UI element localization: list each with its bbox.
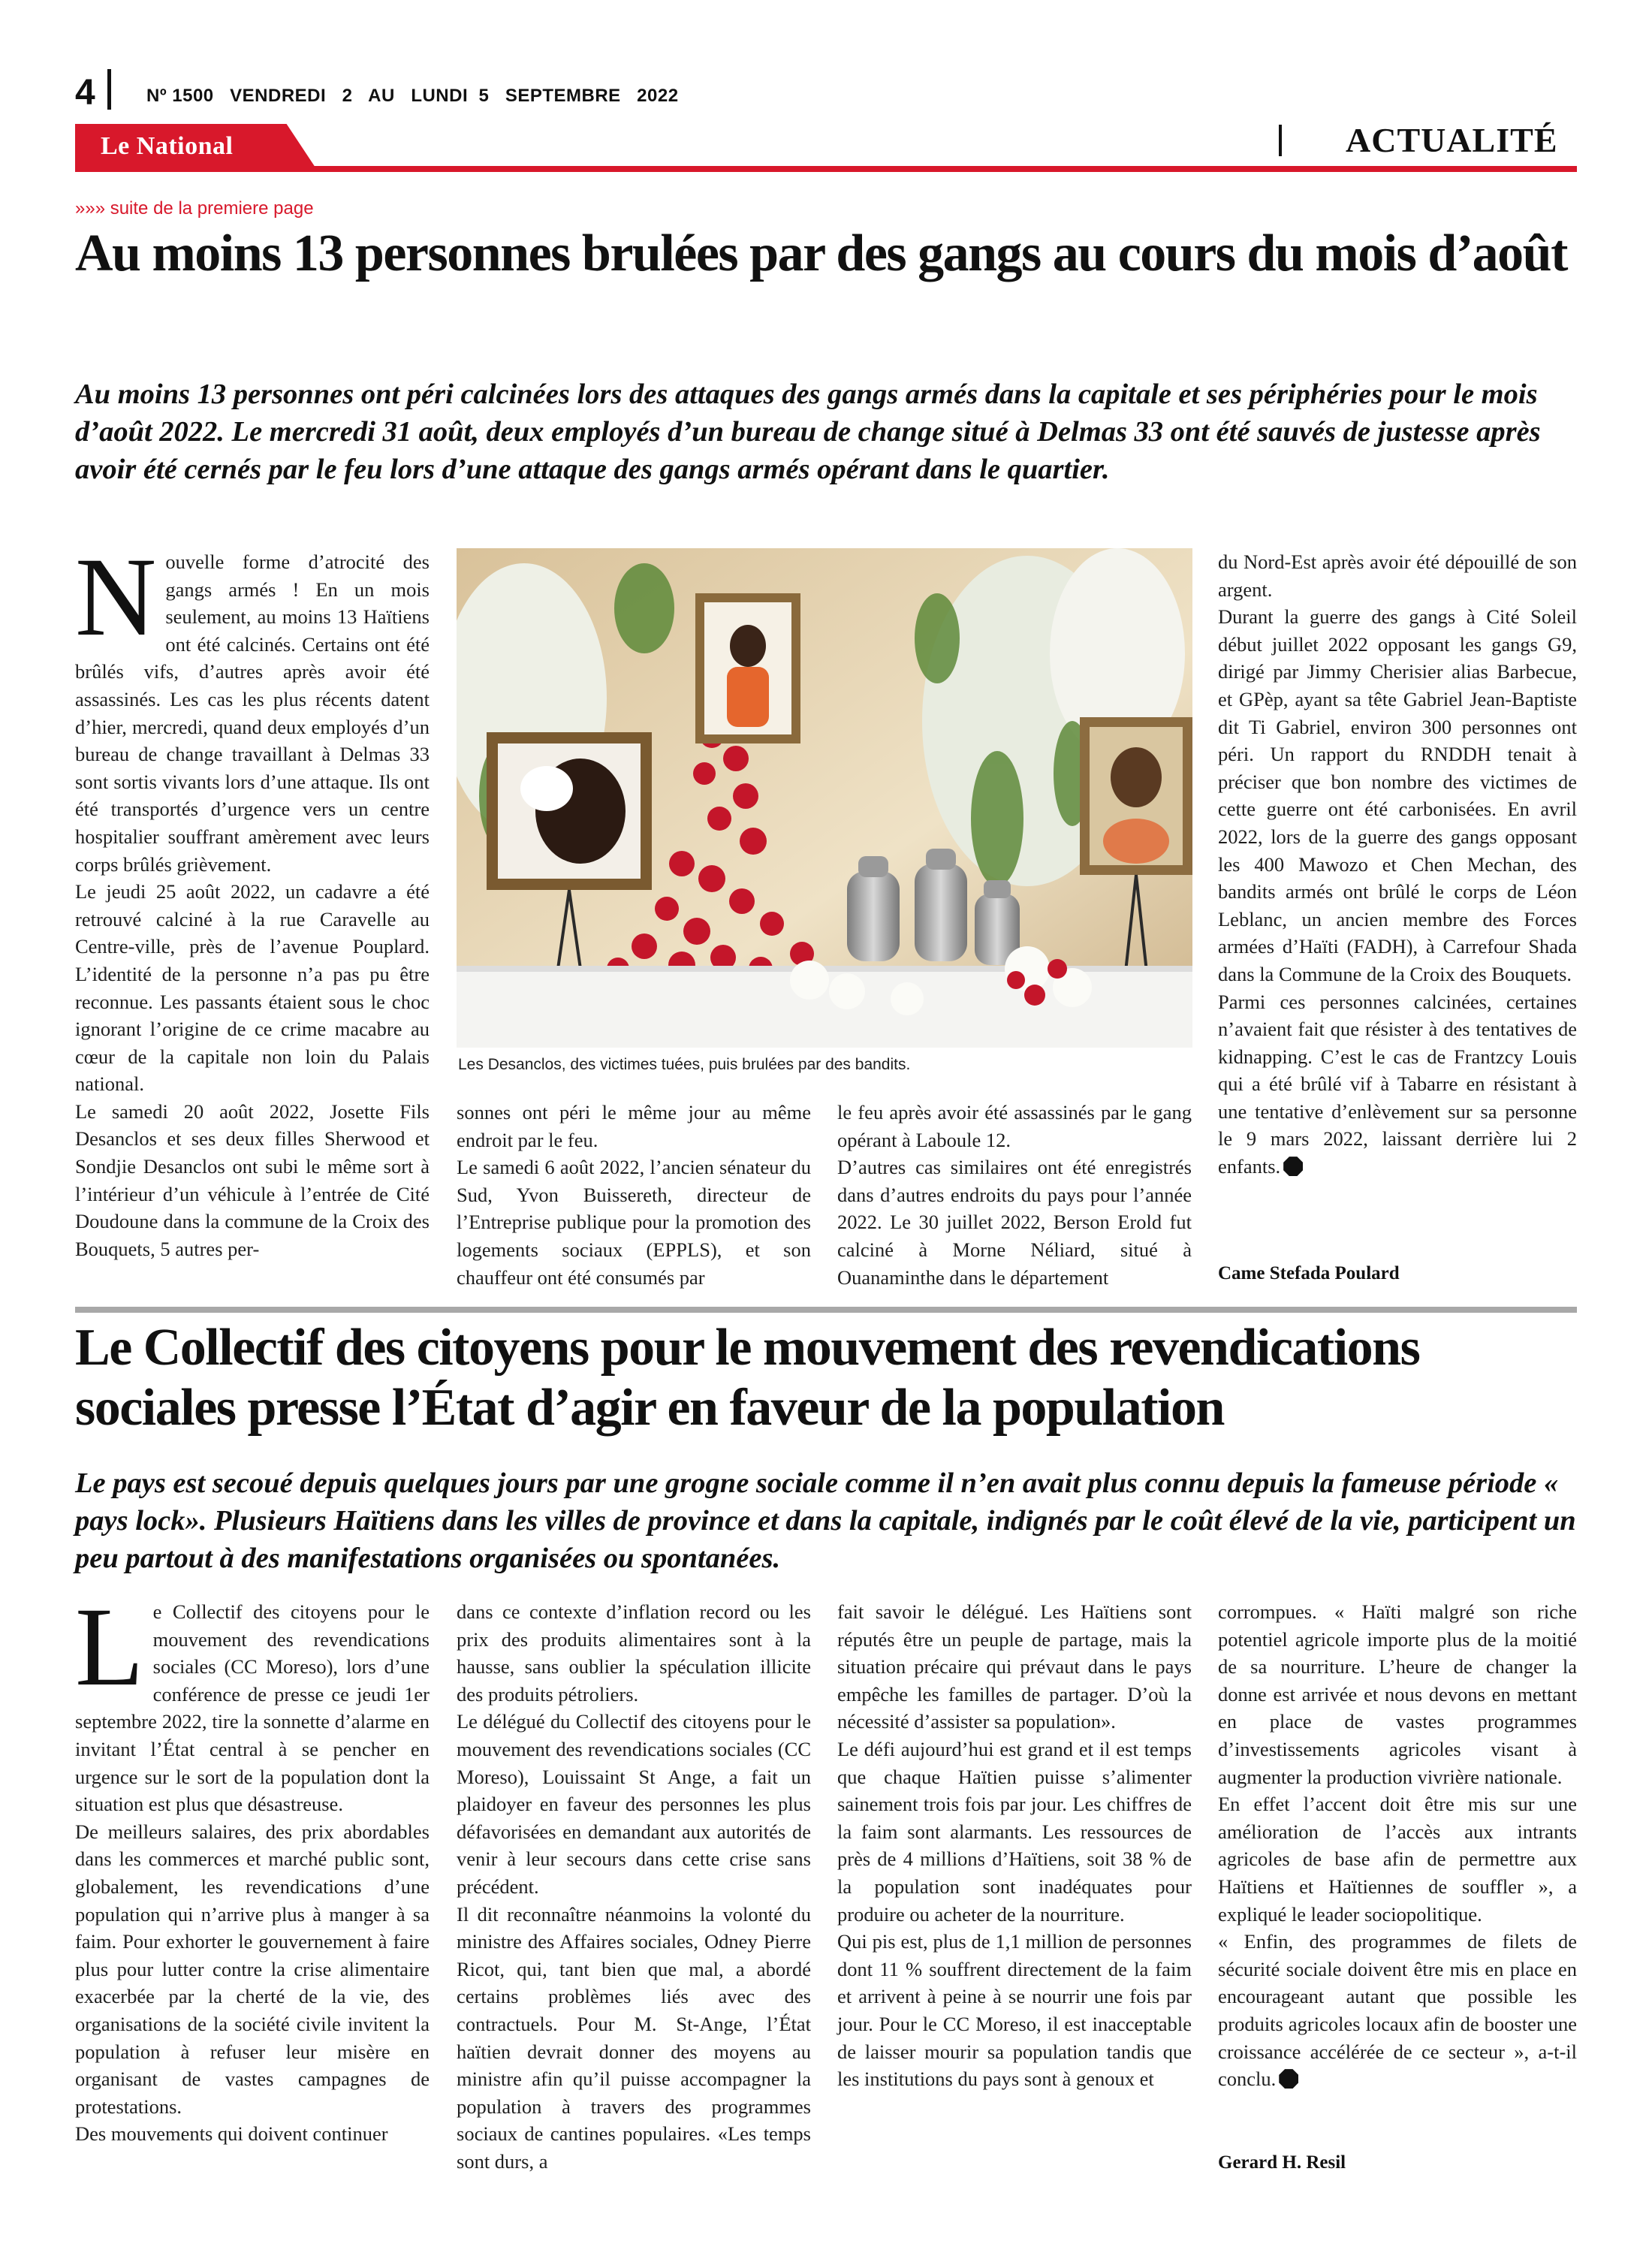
article-divider (75, 1307, 1577, 1313)
section-divider (1279, 125, 1282, 156)
memorial-photo-illustration (457, 548, 1192, 1048)
paragraph (1218, 1928, 1577, 2093)
paragraph: Le défi aujourd’hui est grand et il est temps que chaque Haïtien puisse s’alimenter sainement trois fois par jour. Les chiffres de la faim sont alarmants. Les ressources de près de 4 millions d’Haïtiens, soit 38 % de la population sont inadéquates pour produire ou acheter de la nourriture. (837, 1737, 1192, 1926)
paragraph: corrompues. « Haïti malgré son riche potentiel agricole importe plus de la moitié de sa nourriture. L’heure de changer la donne est arrivée et nous devons en mettant en place de vastes programmes d’investissements agricoles visant à augmenter la production vivrière nationale. (1218, 1600, 1577, 1788)
paragraph: Durant la guerre des gangs à Cité Soleil début juillet 2022 opposant les gangs G9, dirigé par Jimmy Cherisier alias Barbecue, et GPèp, ayant sa tête Gabriel Jean-Baptiste dit Ti Gabriel, environ 300 personnes ont péri. Un rapport du RNDDH tenait à préciser que bon nombre des victimes de cette guerre ont été carbonisées. En avril 2022, lors de la guerre des gangs opposant les 400 Mawozo et Chen Mechan, des bandits armés ont brûlé le corps de Léon Leblanc, un ancien membre des Forces armées d’Haïti (FADH), à Carrefour Shada dans la Commune de la Croix des Bouquets. (1218, 605, 1577, 985)
photo-caption: Les Desanclos, des victimes tuées, puis brulées par des bandits. (458, 1056, 911, 1073)
article1-photo (457, 548, 1192, 1048)
paragraph-text: « Enfin, des programmes de filets de sécurité sociale doivent être mis en place en encourageant autant que possible les produits agricoles locaux afin de booster une croissance accélérée de ce secteur », a-t-il conclu. (1218, 1930, 1577, 2091)
paragraph: ouvelle forme d’atrocité des gangs armés ! En un mois seulement, au moins 13 Haïtiens ont été calcinés. Certains ont été brûlés vifs, d’autres après avoir été assassinés. Les cas les plus récents datent d’hier, mercredi, quand deux employés d’un bureau de change travaillant à Delmas 33 sont sortis vivants lors d’une attaque. Ils ont été transportés d’urgence vers un centre hospitalier souffrant amèrement avec leurs corps brûlés grièvement. (75, 550, 430, 876)
paragraph: fait savoir le délégué. Les Haïtiens sont réputés être un peuple de partage, mais la situation précaire qui prévaut dans le pays empêche les familles de partager. D’où la nécessité d’assister sa population». (837, 1600, 1192, 1733)
article1-column-2 (457, 1099, 811, 1291)
paragraph: D’autres cas similaires ont été enregistrés dans d’autres endroits du pays pour l’année 2022. Le 30 juillet 2022, Berson Erold fut calciné à Morne Néliard, situé à Ouanaminthe dans le département (837, 1156, 1192, 1289)
article2-byline: Gerard H. Resil (1218, 2152, 1346, 2173)
article2-column-2 (457, 1598, 811, 2175)
paragraph: Le samedi 20 août 2022, Josette Fils Desanclos et ses deux filles Sherwood et Sondjie Desanclos ont subi le même sort à l’intérieur d’un véhicule à l’entrée de Cité Doudoune dans la commune de la Croix des Bouquets, 5 autres per- (75, 1099, 430, 1260)
article2-headline: Le Collectif des citoyens pour le mouvement des revendications sociales presse l’État d’agir en faveur de la population (75, 1319, 1420, 1437)
paragraph: Des mouvements qui doivent continuer (75, 2122, 388, 2146)
article1-lead: Au moins 13 personnes ont péri calcinées lors des attaques des gangs armés dans la capitale et ses périphéries pour le mois d’août 2022. Le mercredi 31 août, deux employés d’un bureau de change situé à Delmas 33 ont été sauvés de justesse après avoir été cernés par le feu lors d’une attaque des gangs armés opérant dans le quartier. (75, 379, 1541, 485)
article2-lead: Le pays est secoué depuis quelques jours par une grogne sociale comme il n’en avait plus connu depuis la fameuse période « pays lock». Plusieurs Haïtiens dans les villes de province et dans la capitale, indignés par le coût élevé de la vie, participent un peu partout à des manifestations organisées ou spontanées. (75, 1467, 1576, 1574)
paragraph: Il dit reconnaître néanmoins la volonté du ministre des Affaires sociales, Odney Pierre Ricot, qui, tant bien que mal, a abordé certains problèmes liés avec des contractuels. Pour M. St-Ange, l’État haïtien devrait donner des moyens au ministre afin qu’il puisse accompagner la population à travers des programmes sociaux de cantines populaires. «Les temps sont durs, a (457, 1902, 811, 2173)
end-of-article-icon (1279, 2069, 1298, 2089)
article2-column-1 (75, 1585, 430, 2148)
brand-name: Le National (101, 132, 234, 160)
section-label: ACTUALITÉ (1346, 121, 1558, 159)
paragraph: le feu après avoir été assassinés par le gang opérant à Laboule 12. (837, 1101, 1192, 1151)
paragraph: Le jeudi 25 août 2022, un cadavre a été retrouvé calciné à la rue Caravelle au Centre-ville, près de l’avenue Pouplard. L’identité de la personne n’a pas pu être reconnue. Les passants étaient sous le choc ignorant l’origine de ce crime macabre au cœur de la capitale non loin du Palais national. (75, 880, 430, 1096)
article1-dropcap: N (75, 535, 157, 659)
paragraph: sonnes ont péri le même jour au même endroit par le feu. (457, 1101, 811, 1151)
paragraph: Le samedi 6 août 2022, l’ancien sénateur du Sud, Yvon Buissereth, directeur de l’Entreprise publique pour la promotion des logements sociaux (EPPLS), et son chauffeur ont été consumés par (457, 1156, 811, 1289)
article1-headline: Au moins 13 personnes brulées par des gangs au cours du mois d’août (75, 225, 1567, 282)
article2-column-3 (837, 1598, 1192, 2093)
article1-byline: Came Stefada Poulard (1218, 1263, 1400, 1283)
article2-column-4 (1218, 1598, 1577, 2093)
continued-from-front: »»» suite de la premiere page (75, 198, 314, 219)
paragraph: du Nord-Est après avoir été dépouillé de son argent. (1218, 550, 1577, 601)
paragraph: De meilleurs salaires, des prix abordables dans les commerces et marché public sont, globalement, les revendications d’une population qui n’arrive plus à manger à sa faim. Pour exhorter le gouvernement à faire plus pour lutter contre la crise alimentaire exacerbée par la cherté de la vie, des organisations de la société civile invitent la population à refuser leur misère en organisant de vastes campagnes de protestations. (75, 1820, 430, 2118)
article2-dropcap: L (75, 1585, 144, 1709)
paragraph: En effet l’accent doit être mis sur une amélioration de l’accès aux intrants agricoles de base afin de permettre aux Haïtiens et Haïtiennes de souffler », a expliqué le leader sociopolitique. (1218, 1793, 1577, 1926)
paragraph: e Collectif des citoyens pour le mouvement des revendications sociales (CC Moreso), lors d’une conférence de presse ce jeudi 1er septembre 2022, tire la sonnette d’alarme en invitant l’État central à se pencher en urgence sur le sort de la population dont la situation est plus que désastreuse. (75, 1600, 430, 1816)
page-number-divider (107, 69, 111, 110)
end-of-article-icon (1283, 1157, 1303, 1176)
header-rule (75, 166, 1577, 172)
issue-date-line: Nº 1500 VENDREDI 2 AU LUNDI 5 SEPTEMBRE 2022 (146, 86, 679, 106)
page-number: 4 (75, 73, 95, 113)
paragraph-text: Parmi ces personnes calcinées, certaines n’avaient fait que résister à des tentatives de kidnapping. C’est le cas de Frantzcy Louis qui a été brûlé vif à Tabarre en résistant à une tentative d’enlèvement sur sa personne le 9 mars 2022, laissant derrière lui 2 enfants. (1218, 990, 1577, 1178)
article1-column-4 (1218, 548, 1577, 1181)
paragraph: dans ce contexte d’inflation record ou les prix des produits alimentaires sont à la hausse, sans oublier la spéculation illicite des produits pétroliers. (457, 1600, 811, 1706)
paragraph (1218, 988, 1577, 1181)
article1-column-1 (75, 535, 430, 1262)
paragraph: Le délégué du Collectif des citoyens pour le mouvement des revendications sociales (CC Moreso), Louissaint St Ange, a fait un plaidoyer en faveur des personnes les plus défavorisées en demandant aux autorités de venir à leur secours dans cette crise sans précédent. (457, 1710, 811, 1898)
paragraph: Qui pis est, plus de 1,1 million de personnes dont 11 % souffrent directement de la faim et arrivent à peine à se nourrir une fois par jour. Pour le CC Moreso, il est inacceptable de laisser mourir sa population tandis que les institutions du pays sont à genoux et (837, 1930, 1192, 2091)
article1-column-3 (837, 1099, 1192, 1291)
